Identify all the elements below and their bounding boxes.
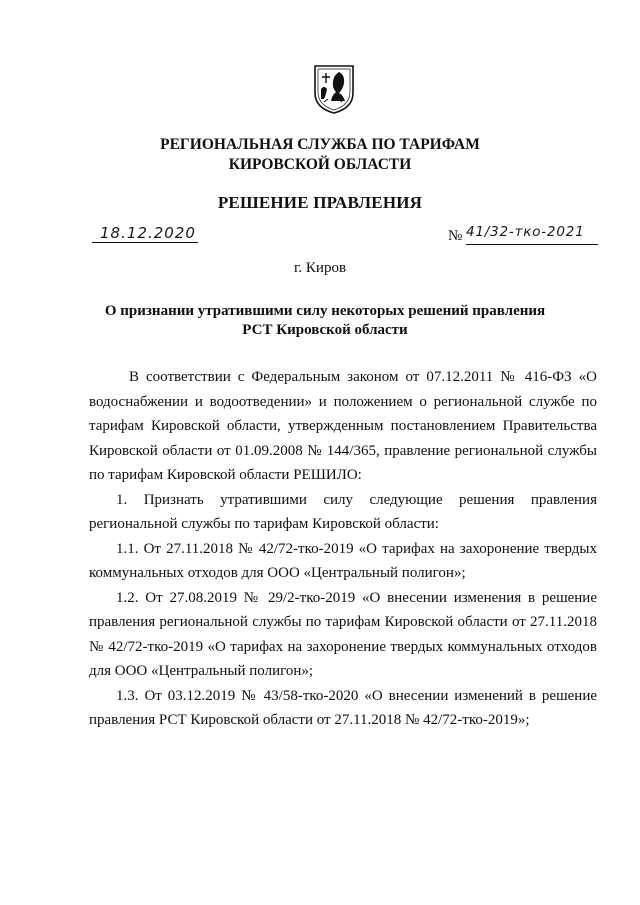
document-title: РЕШЕНИЕ ПРАВЛЕНИЯ <box>217 193 423 212</box>
coat-of-arms-icon <box>312 63 356 115</box>
date-field <box>92 224 198 246</box>
city: г. Киров <box>293 260 347 276</box>
intro-paragraph: В соответствии с Федеральным законом от 07.12.2011 № 416-ФЗ «О водоснабжении и водоотведении» и положением о региональной службе по тарифам Кировской области, утвержденным постановлением Правительства Кировской области от 01.09.2008 № 144/365, правление региональной службы по тарифам Кировской области РЕШИЛО: <box>89 369 597 483</box>
document-subject <box>80 302 570 340</box>
number-label: № <box>448 228 463 244</box>
subject-line1: О признании утратившими силу некоторых решений правления <box>104 303 546 319</box>
document-body <box>89 365 597 733</box>
date-underline <box>92 242 198 243</box>
item-1-2: 1.2. От 27.08.2019 № 29/2-тко-2019 «О внесении изменения в решение правления региональной службы по тарифам Кировской области от 27.11.2018 № 42/72-тко-2019 «О тарифах на захоронение твердых коммунальных отходов для ООО «Центральный полигон»; <box>89 589 597 679</box>
handwritten-date: 18.12.2020 <box>100 224 196 242</box>
handwritten-number: 41/32-тко-2021 <box>466 224 585 240</box>
item-1-1: 1.1. От 27.11.2018 № 42/72-тко-2019 «О тарифах на захоронение твердых коммунальных отходов для ООО «Центральный полигон»; <box>89 540 597 581</box>
subject-line2: РСТ Кировской области <box>242 322 408 338</box>
organization-name-line2: КИРОВСКОЙ ОБЛАСТИ <box>228 156 412 173</box>
number-underline <box>466 244 598 245</box>
organization-name-line1: РЕГИОНАЛЬНАЯ СЛУЖБА ПО ТАРИФАМ <box>160 136 480 153</box>
item-1-3: 1.3. От 03.12.2019 № 43/58-тко-2020 «О внесении изменений в решение правления РСТ Кировской области от 27.11.2018 № 42/72-тко-2019»; <box>89 687 597 728</box>
item-1: 1. Признать утратившими силу следующие решения правления региональной службы по тарифам Кировской области: <box>89 491 597 532</box>
